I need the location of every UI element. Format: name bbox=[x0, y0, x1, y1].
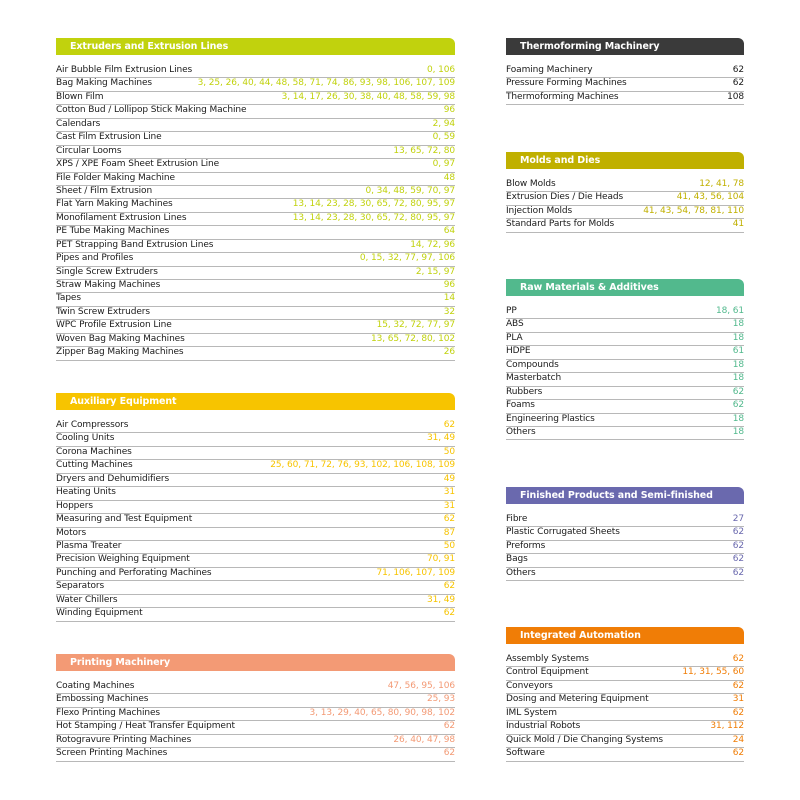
index-entry bbox=[506, 387, 744, 400]
entry-label: Coating Machines bbox=[56, 681, 135, 691]
entry-pages: 41 bbox=[732, 219, 744, 230]
index-entry bbox=[506, 721, 744, 734]
entry-pages: 61 bbox=[732, 346, 744, 357]
entry-pages: 31 bbox=[443, 500, 455, 511]
entry-pages: 26 bbox=[443, 347, 455, 358]
index-entry bbox=[56, 267, 455, 280]
entry-label: Plasma Treater bbox=[56, 540, 122, 551]
entry-label: XPS / XPE Foam Sheet Extrusion Line bbox=[56, 159, 220, 170]
index-entry bbox=[506, 400, 744, 413]
entry-pages: 18 bbox=[732, 373, 744, 384]
entry-pages: 13, 65, 72, 80, 102 bbox=[371, 333, 455, 344]
index-entry bbox=[506, 748, 744, 761]
entry-pages: 62 bbox=[732, 554, 744, 565]
entry-pages: 31, 112 bbox=[710, 721, 744, 732]
entry-pages: 62 bbox=[732, 386, 744, 397]
entry-label: Control Equipment bbox=[506, 667, 589, 678]
index-entry bbox=[56, 65, 455, 78]
entry-pages: 13, 14, 23, 28, 30, 65, 72, 80, 95, 97 bbox=[292, 212, 455, 223]
index-entry bbox=[56, 721, 455, 734]
entry-label: Conveyors bbox=[506, 680, 553, 691]
entry-pages: 62 bbox=[732, 680, 744, 691]
index-list bbox=[506, 65, 744, 105]
section-auxiliary bbox=[56, 393, 455, 622]
entry-pages: 13, 14, 23, 28, 30, 65, 72, 80, 95, 97 bbox=[292, 199, 455, 210]
index-entry bbox=[506, 179, 744, 192]
entry-pages: 62 bbox=[443, 748, 455, 759]
entry-pages: 62 bbox=[443, 721, 455, 732]
entry-label: Single Screw Extruders bbox=[56, 266, 158, 277]
index-entry bbox=[56, 293, 455, 306]
entry-pages: 0, 106 bbox=[426, 65, 455, 75]
index-entry bbox=[506, 694, 744, 707]
index-entry bbox=[506, 92, 744, 105]
index-list bbox=[506, 306, 744, 440]
entry-pages: 11, 31, 55, 60 bbox=[682, 667, 744, 678]
entry-label: Flat Yarn Making Machines bbox=[56, 199, 173, 210]
entry-label: Foams bbox=[506, 400, 535, 411]
section-finished-products bbox=[506, 487, 744, 581]
entry-label: Engineering Plastics bbox=[506, 413, 595, 424]
section-header: Raw Materials & Additives bbox=[506, 279, 744, 296]
section-printing bbox=[56, 654, 455, 762]
entry-label: Screen Printing Machines bbox=[56, 748, 168, 759]
entry-pages: 18, 61 bbox=[715, 306, 744, 316]
entry-label: Circular Looms bbox=[56, 145, 122, 156]
entry-label: Pipes and Profiles bbox=[56, 253, 134, 264]
index-entry bbox=[56, 420, 455, 433]
entry-label: Preforms bbox=[506, 540, 546, 551]
entry-pages: 15, 32, 72, 77, 97 bbox=[376, 320, 455, 331]
index-entry bbox=[56, 541, 455, 554]
entry-pages: 2, 15, 97 bbox=[415, 266, 455, 277]
entry-label: Punching and Perforating Machines bbox=[56, 567, 212, 578]
entry-pages: 25, 93 bbox=[426, 694, 455, 705]
index-entry bbox=[506, 65, 744, 78]
section-raw-materials bbox=[506, 279, 744, 440]
section-extruders bbox=[56, 38, 455, 361]
entry-label: Fibre bbox=[506, 514, 528, 524]
index-entry bbox=[56, 146, 455, 159]
entry-pages: 108 bbox=[727, 91, 744, 102]
section-header: Printing Machinery bbox=[56, 654, 455, 671]
entry-label: IML System bbox=[506, 707, 557, 718]
entry-pages: 32 bbox=[443, 306, 455, 317]
index-list bbox=[506, 179, 744, 233]
index-entry bbox=[56, 581, 455, 594]
entry-label: Extrusion Dies / Die Heads bbox=[506, 192, 624, 203]
entry-pages: 71, 106, 107, 109 bbox=[376, 567, 455, 578]
section-header: Molds and Dies bbox=[506, 152, 744, 169]
entry-pages: 62 bbox=[443, 608, 455, 619]
entry-label: Separators bbox=[56, 581, 105, 592]
index-entry bbox=[56, 334, 455, 347]
entry-label: PE Tube Making Machines bbox=[56, 226, 170, 237]
entry-pages: 64 bbox=[443, 226, 455, 237]
entry-pages: 31, 49 bbox=[426, 433, 455, 444]
entry-label: Pressure Forming Machines bbox=[506, 78, 627, 89]
entry-label: Dosing and Metering Equipment bbox=[506, 694, 649, 705]
entry-pages: 48 bbox=[443, 172, 455, 183]
index-entry bbox=[56, 708, 455, 721]
entry-label: Standard Parts for Molds bbox=[506, 219, 615, 230]
entry-pages: 3, 25, 26, 40, 44, 48, 58, 71, 74, 86, 93, 98, 106, 107, 109 bbox=[197, 78, 455, 89]
index-entry bbox=[56, 433, 455, 446]
index-entry bbox=[506, 219, 744, 232]
index-entry bbox=[56, 173, 455, 186]
entry-label: Twin Screw Extruders bbox=[56, 306, 150, 317]
entry-pages: 41, 43, 54, 78, 81, 110 bbox=[643, 205, 744, 216]
entry-label: Foaming Machinery bbox=[506, 65, 593, 75]
section-header: Finished Products and Semi-finished Products bbox=[506, 487, 744, 504]
entry-pages: 62 bbox=[443, 581, 455, 592]
section-header: Integrated Automation bbox=[506, 627, 744, 644]
entry-pages: 41, 43, 56, 104 bbox=[676, 192, 744, 203]
entry-pages: 0, 97 bbox=[432, 159, 455, 170]
index-list bbox=[56, 420, 455, 622]
entry-pages: 12, 41, 78 bbox=[699, 179, 744, 189]
entry-pages: 70, 91 bbox=[426, 554, 455, 565]
entry-label: Cutting Machines bbox=[56, 460, 133, 471]
entry-label: Rotogravure Printing Machines bbox=[56, 734, 192, 745]
index-entry bbox=[506, 667, 744, 680]
entry-label: Water Chillers bbox=[56, 594, 118, 605]
index-entry bbox=[56, 159, 455, 172]
entry-pages: 2, 94 bbox=[432, 118, 455, 129]
entry-pages: 18 bbox=[732, 359, 744, 370]
section-molds bbox=[506, 152, 744, 233]
index-entry bbox=[56, 595, 455, 608]
entry-pages: 62 bbox=[732, 78, 744, 89]
entry-pages: 18 bbox=[732, 332, 744, 343]
entry-pages: 0, 59 bbox=[432, 132, 455, 143]
entry-label: Quick Mold / Die Changing Systems bbox=[506, 734, 664, 745]
entry-pages: 62 bbox=[732, 707, 744, 718]
index-entry bbox=[56, 501, 455, 514]
entry-pages: 62 bbox=[732, 567, 744, 578]
entry-pages: 50 bbox=[443, 446, 455, 457]
index-entry bbox=[56, 92, 455, 105]
index-entry bbox=[506, 360, 744, 373]
index-entry bbox=[506, 192, 744, 205]
section-integrated-automation bbox=[506, 627, 744, 762]
entry-label: Flexo Printing Machines bbox=[56, 707, 161, 718]
index-entry bbox=[506, 319, 744, 332]
section-header: Extruders and Extrusion Lines bbox=[56, 38, 455, 55]
index-entry bbox=[56, 554, 455, 567]
entry-pages: 62 bbox=[732, 540, 744, 551]
entry-label: Software bbox=[506, 748, 545, 759]
entry-pages: 31, 49 bbox=[426, 594, 455, 605]
entry-label: PLA bbox=[506, 332, 523, 343]
entry-pages: 96 bbox=[443, 105, 455, 116]
entry-label: Heating Units bbox=[56, 487, 116, 498]
index-list bbox=[56, 65, 455, 361]
index-entry bbox=[56, 213, 455, 226]
index-entry bbox=[56, 253, 455, 266]
entry-label: Blow Molds bbox=[506, 179, 556, 189]
entry-label: PET Strapping Band Extrusion Lines bbox=[56, 239, 214, 250]
index-entry bbox=[56, 735, 455, 748]
entry-pages: 62 bbox=[443, 514, 455, 525]
entry-pages: 96 bbox=[443, 280, 455, 290]
entry-label: Plastic Corrugated Sheets bbox=[506, 527, 620, 538]
entry-pages: 18 bbox=[732, 413, 744, 424]
entry-label: Sheet / Film Extrusion bbox=[56, 185, 153, 196]
index-entry bbox=[506, 427, 744, 440]
entry-label: PP bbox=[506, 306, 517, 316]
index-entry bbox=[56, 105, 455, 118]
entry-label: Woven Bag Making Machines bbox=[56, 333, 185, 344]
entry-label: Winding Equipment bbox=[56, 608, 143, 619]
entry-label: Embossing Machines bbox=[56, 694, 149, 705]
index-entry bbox=[56, 487, 455, 500]
index-entry bbox=[506, 735, 744, 748]
index-entry bbox=[506, 333, 744, 346]
index-entry bbox=[506, 78, 744, 91]
entry-pages: 31 bbox=[732, 694, 744, 705]
index-entry bbox=[506, 514, 744, 527]
entry-pages: 50 bbox=[443, 540, 455, 551]
entry-pages: 13, 65, 72, 80 bbox=[393, 145, 455, 156]
index-entry bbox=[56, 199, 455, 212]
index-entry bbox=[56, 447, 455, 460]
index-entry bbox=[506, 568, 744, 581]
index-entry bbox=[56, 320, 455, 333]
entry-pages: 0, 15, 32, 77, 97, 106 bbox=[359, 253, 455, 264]
index-entry bbox=[56, 748, 455, 761]
entry-label: Thermoforming Machines bbox=[506, 91, 619, 102]
entry-pages: 14 bbox=[443, 293, 455, 304]
entry-pages: 47, 56, 95, 106 bbox=[387, 681, 455, 691]
entry-pages: 27 bbox=[732, 514, 744, 524]
index-entry bbox=[506, 346, 744, 359]
index-entry bbox=[56, 474, 455, 487]
index-entry bbox=[56, 307, 455, 320]
entry-label: Others bbox=[506, 567, 536, 578]
entry-label: Precision Weighing Equipment bbox=[56, 554, 190, 565]
entry-pages: 25, 60, 71, 72, 76, 93, 102, 106, 108, 109 bbox=[270, 460, 455, 471]
entry-label: Bag Making Machines bbox=[56, 78, 152, 89]
entry-label: Masterbatch bbox=[506, 373, 562, 384]
section-header: Auxiliary Equipment bbox=[56, 393, 455, 410]
entry-label: Bags bbox=[506, 554, 528, 565]
index-entry bbox=[506, 206, 744, 219]
index-entry bbox=[506, 654, 744, 667]
entry-pages: 87 bbox=[443, 527, 455, 538]
entry-pages: 24 bbox=[732, 734, 744, 745]
entry-label: HDPE bbox=[506, 346, 531, 357]
entry-label: ABS bbox=[506, 319, 524, 330]
index-entry bbox=[56, 186, 455, 199]
entry-pages: 62 bbox=[732, 65, 744, 75]
entry-label: Calendars bbox=[56, 118, 101, 129]
index-entry bbox=[56, 347, 455, 360]
entry-label: Hoppers bbox=[56, 500, 93, 511]
entry-label: Dryers and Dehumidifiers bbox=[56, 473, 170, 484]
section-thermoforming bbox=[506, 38, 744, 105]
entry-pages: 3, 14, 17, 26, 30, 38, 40, 48, 58, 59, 98 bbox=[281, 91, 455, 102]
entry-pages: 31 bbox=[443, 487, 455, 498]
index-entry bbox=[56, 681, 455, 694]
entry-pages: 49 bbox=[443, 473, 455, 484]
entry-pages: 18 bbox=[732, 426, 744, 437]
entry-pages: 62 bbox=[732, 527, 744, 538]
entry-label: Hot Stamping / Heat Transfer Equipment bbox=[56, 721, 235, 732]
index-entry bbox=[56, 608, 455, 621]
entry-pages: 62 bbox=[732, 748, 744, 759]
entry-label: Industrial Robots bbox=[506, 721, 581, 732]
entry-pages: 62 bbox=[732, 400, 744, 411]
index-entry bbox=[56, 119, 455, 132]
index-entry bbox=[56, 694, 455, 707]
entry-label: Assembly Systems bbox=[506, 654, 589, 664]
entry-label: Rubbers bbox=[506, 386, 543, 397]
index-entry bbox=[56, 132, 455, 145]
entry-label: Tapes bbox=[56, 293, 81, 304]
section-header: Thermoforming Machinery bbox=[506, 38, 744, 55]
index-entry bbox=[56, 226, 455, 239]
entry-label: Compounds bbox=[506, 359, 559, 370]
index-entry bbox=[56, 240, 455, 253]
index-entry bbox=[56, 568, 455, 581]
entry-label: Zipper Bag Making Machines bbox=[56, 347, 184, 358]
entry-label: Blown Film bbox=[56, 91, 104, 102]
entry-label: Cotton Bud / Lollipop Stick Making Machine bbox=[56, 105, 247, 116]
index-entry bbox=[506, 681, 744, 694]
entry-label: Others bbox=[506, 426, 536, 437]
index-entry bbox=[506, 306, 744, 319]
entry-label: Cast Film Extrusion Line bbox=[56, 132, 162, 143]
entry-pages: 62 bbox=[443, 420, 455, 430]
index-list bbox=[56, 681, 455, 762]
entry-label: Air Bubble Film Extrusion Lines bbox=[56, 65, 193, 75]
index-entry bbox=[56, 528, 455, 541]
entry-label: Measuring and Test Equipment bbox=[56, 514, 193, 525]
entry-pages: 18 bbox=[732, 319, 744, 330]
entry-label: Corona Machines bbox=[56, 446, 132, 457]
index-entry bbox=[56, 280, 455, 293]
entry-label: Straw Making Machines bbox=[56, 280, 161, 290]
entry-pages: 0, 34, 48, 59, 70, 97 bbox=[365, 185, 455, 196]
entry-label: Cooling Units bbox=[56, 433, 115, 444]
index-entry bbox=[56, 460, 455, 473]
entry-pages: 62 bbox=[732, 654, 744, 664]
entry-label: Monofilament Extrusion Lines bbox=[56, 212, 187, 223]
entry-label: File Folder Making Machine bbox=[56, 172, 175, 183]
index-entry bbox=[506, 708, 744, 721]
index-list bbox=[506, 654, 744, 762]
entry-pages: 26, 40, 47, 98 bbox=[393, 734, 455, 745]
index-entry bbox=[56, 514, 455, 527]
entry-pages: 3, 13, 29, 40, 65, 80, 90, 98, 102 bbox=[309, 707, 455, 718]
index-entry bbox=[506, 527, 744, 540]
entry-label: WPC Profile Extrusion Line bbox=[56, 320, 172, 331]
index-entry bbox=[506, 414, 744, 427]
entry-label: Motors bbox=[56, 527, 87, 538]
entry-label: Air Compressors bbox=[56, 420, 129, 430]
index-entry bbox=[506, 541, 744, 554]
entry-label: Injection Molds bbox=[506, 205, 573, 216]
index-entry bbox=[506, 373, 744, 386]
index-entry bbox=[56, 78, 455, 91]
entry-pages: 14, 72, 96 bbox=[410, 239, 455, 250]
index-list bbox=[506, 514, 744, 581]
index-entry bbox=[506, 554, 744, 567]
